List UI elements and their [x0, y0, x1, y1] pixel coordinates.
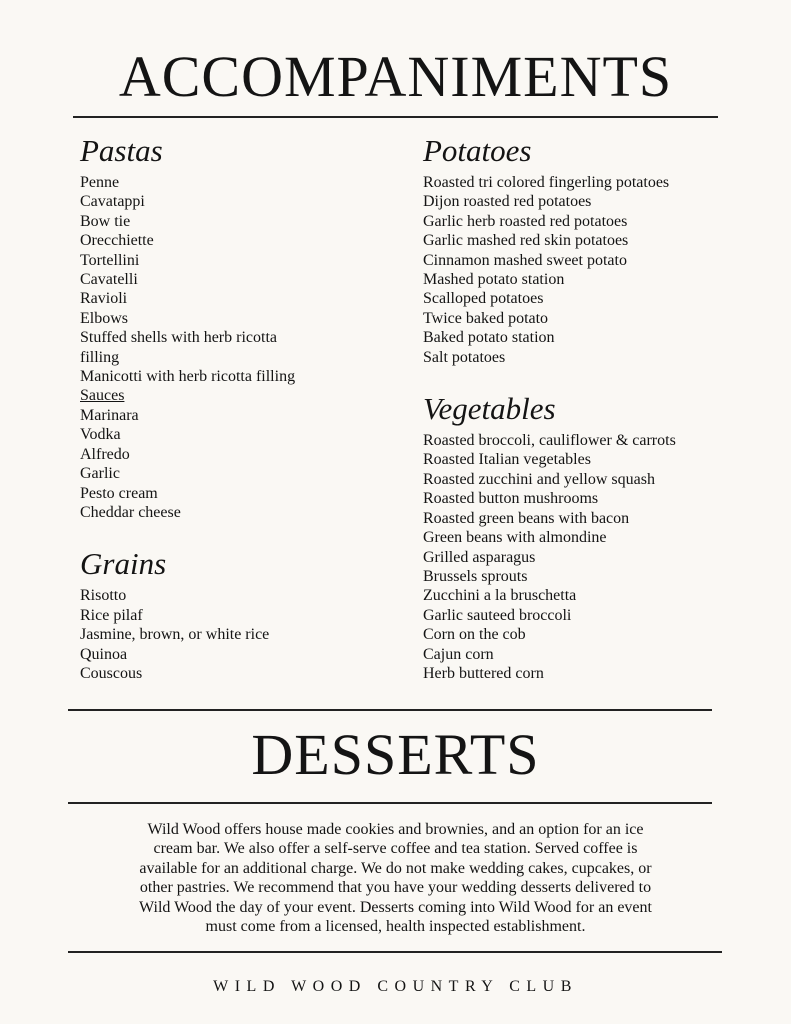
vegetables-section — [423, 391, 753, 683]
desserts-top-divider — [68, 709, 712, 711]
potatoes-list — [423, 173, 753, 367]
desserts-line: Wild Wood offers house made cookies and brownies, and an option for an ice — [147, 821, 644, 838]
list-item: Alfredo — [80, 445, 130, 463]
grains-heading: Grains — [80, 546, 167, 582]
list-item: Cheddar cheese — [80, 503, 181, 521]
list-item: Roasted Italian vegetables — [423, 451, 591, 469]
grains-list — [80, 586, 400, 683]
list-item: Risotto — [80, 587, 127, 605]
list-item: Tortellini — [80, 251, 140, 269]
list-item: Dijon roasted red potatoes — [423, 193, 592, 211]
page-title: ACCOMPANIMENTS — [118, 44, 673, 109]
footer-divider — [68, 951, 722, 953]
list-item: Orecchiette — [80, 232, 154, 250]
list-item: Garlic sauteed broccoli — [423, 606, 572, 624]
list-item: Grilled asparagus — [423, 548, 536, 566]
sauces-subheading: Sauces — [80, 387, 125, 405]
list-item: Roasted tri colored fingerling potatoes — [423, 174, 670, 191]
desserts-line: Wild Wood the day of your event. Desserts coming into Wild Wood for an event — [139, 898, 652, 916]
list-item: Pesto cream — [80, 484, 158, 502]
list-item: Roasted zucchini and yellow squash — [423, 470, 655, 488]
list-item: Jasmine, brown, or white rice — [80, 626, 270, 644]
list-item: Roasted button mushrooms — [423, 490, 599, 508]
potatoes-section — [423, 133, 753, 367]
list-item: Garlic mashed red skin potatoes — [423, 232, 629, 250]
desserts-line: cream bar. We also offer a self-serve coffee and tea station. Served coffee is — [153, 840, 638, 858]
left-column — [80, 133, 400, 683]
list-item: Stuffed shells with herb ricotta — [80, 329, 277, 347]
list-item: Rice pilaf — [80, 606, 143, 624]
list-item: Vodka — [80, 426, 121, 444]
list-item: Cavatappi — [80, 193, 145, 211]
list-item: Elbows — [80, 309, 128, 327]
right-column — [423, 133, 753, 683]
desserts-line: available for an additional charge. We do not make wedding cakes, cupcakes, or — [139, 859, 652, 877]
title-divider — [73, 116, 718, 118]
list-item: Mashed potato station — [423, 271, 565, 289]
list-item: Salt potatoes — [423, 348, 506, 366]
list-item: Roasted green beans with bacon — [423, 509, 630, 527]
list-item: Zucchini a la bruschetta — [423, 587, 577, 605]
pastas-list — [80, 173, 400, 522]
list-item: Ravioli — [80, 290, 128, 308]
pastas-section — [80, 133, 400, 522]
list-item: Herb buttered corn — [423, 664, 544, 682]
list-item: Bow tie — [80, 212, 131, 230]
list-item: Couscous — [80, 664, 143, 682]
desserts-title: DESSERTS — [251, 722, 540, 787]
desserts-bottom-divider — [68, 802, 712, 804]
list-item: Cavatelli — [80, 271, 138, 289]
list-item: Marinara — [80, 406, 139, 424]
list-item: Baked potato station — [423, 329, 555, 347]
vegetables-heading: Vegetables — [423, 391, 556, 427]
vegetables-list — [423, 431, 753, 683]
list-item: Green beans with almondine — [423, 529, 607, 547]
pastas-heading: Pastas — [80, 133, 163, 168]
list-item: Twice baked potato — [423, 309, 549, 327]
list-item: filling — [80, 348, 120, 366]
list-item: Garlic herb roasted red potatoes — [423, 212, 628, 230]
list-item: Cajun corn — [423, 645, 494, 663]
list-item: Roasted broccoli, cauliflower & carrots — [423, 432, 676, 450]
list-item: Penne — [80, 174, 120, 191]
list-item: Brussels sprouts — [423, 567, 528, 585]
potatoes-heading: Potatoes — [423, 133, 532, 168]
list-item: Manicotti with herb ricotta filling — [80, 368, 296, 386]
list-item: Scalloped potatoes — [423, 290, 544, 308]
desserts-line: must come from a licensed, health inspected establishment. — [205, 918, 586, 936]
grains-section — [80, 546, 400, 683]
list-item: Corn on the cob — [423, 626, 526, 644]
desserts-line: other pastries. We recommend that you have your wedding desserts delivered to — [139, 879, 652, 897]
list-item: Quinoa — [80, 645, 128, 663]
list-item: Cinnamon mashed sweet potato — [423, 251, 627, 269]
footer-club-name: WILD WOOD COUNTRY CLUB — [213, 978, 578, 995]
desserts-description — [100, 820, 691, 936]
list-item: Garlic — [80, 465, 120, 483]
